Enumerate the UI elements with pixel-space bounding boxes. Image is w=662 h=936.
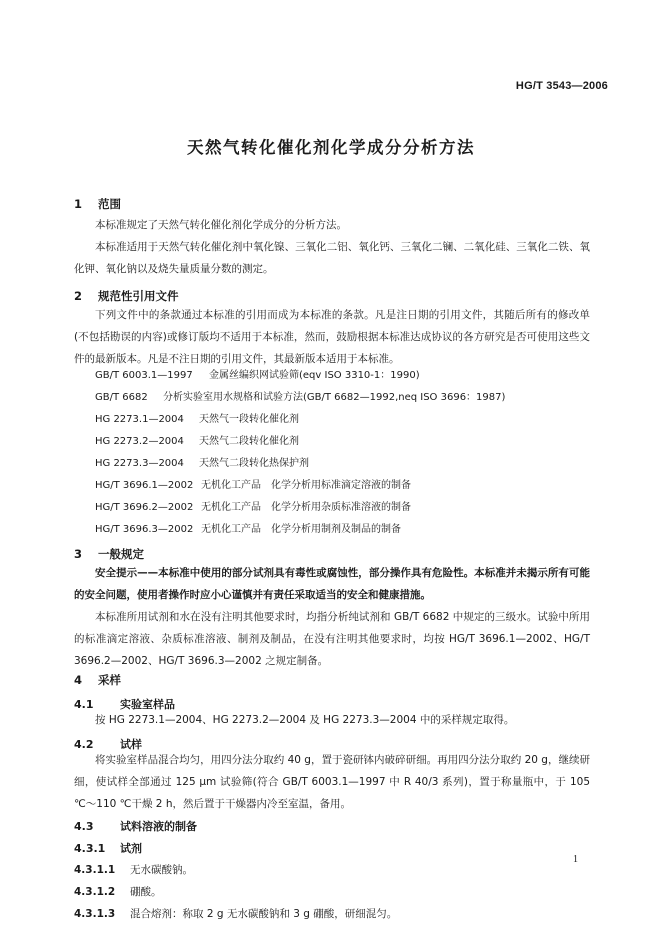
reference-item xyxy=(95,454,309,469)
clause-4-3-1-3 xyxy=(74,906,397,921)
reference-title: 无机化工产品 化学分析用标准滴定溶液的制备 xyxy=(201,480,411,491)
document-title: 天然气转化催化剂化学成分分析方法 xyxy=(187,138,475,157)
reference-code: HG 2273.1—2004 xyxy=(95,414,184,425)
section-number: 2 xyxy=(74,289,83,303)
section-1-paragraph-2: 本标准适用于天然气转化催化剂中氧化镍、三氧化二铝、氧化钙、三氧化二镧、二氧化硅、三氧化二铁、氧化钾、氧化钠以及烧失量质量分数的测定。 xyxy=(74,241,590,275)
reference-code: HG 2273.3—2004 xyxy=(95,458,184,469)
reference-item xyxy=(95,498,411,513)
section-number: 3 xyxy=(74,547,83,561)
reference-code: GB/T 6682 xyxy=(95,392,148,403)
reference-code: HG 2273.2—2004 xyxy=(95,436,184,447)
reference-item xyxy=(95,388,505,403)
section-number: 4.1 xyxy=(74,698,94,711)
section-4-3-1-heading xyxy=(74,840,142,856)
section-number: 4.3 xyxy=(74,820,94,833)
reference-item xyxy=(95,432,299,447)
reference-title: 无机化工产品 化学分析用杂质标准溶液的制备 xyxy=(201,502,411,513)
section-number: 1 xyxy=(74,197,83,211)
reference-code: HG/T 3696.3—2002 xyxy=(95,524,194,535)
section-number: 4.2 xyxy=(74,738,94,751)
clause-number: 4.3.1.2 xyxy=(74,886,116,898)
reference-item xyxy=(95,366,420,381)
section-title: 实验室样品 xyxy=(120,698,175,711)
reference-code: HG/T 3696.2—2002 xyxy=(95,502,194,513)
reference-title: 天然气二段转化热保护剂 xyxy=(199,458,309,469)
section-title: 试料溶液的制备 xyxy=(120,820,197,833)
reference-item xyxy=(95,520,401,535)
reference-title: 天然气一段转化催化剂 xyxy=(199,414,299,425)
clause-4-3-1-2 xyxy=(74,884,162,899)
section-2-heading xyxy=(74,288,179,304)
reference-code: GB/T 6003.1—1997 xyxy=(95,370,193,381)
section-title: 采样 xyxy=(98,673,121,687)
section-4-3-heading xyxy=(74,818,197,834)
clause-number: 4.3.1.1 xyxy=(74,864,116,876)
section-4-1-paragraph: 按 HG 2273.1—2004、HG 2273.2—2004 及 HG 2273.3—2004 中的采样规定取得。 xyxy=(95,714,515,726)
reference-title: 金属丝编织网试验筛(eqv ISO 3310-1：1990) xyxy=(209,370,420,381)
reference-item xyxy=(95,410,299,425)
section-4-2-paragraph: 将实验室样品混合均匀，用四分法分取约 40 g，置于瓷研钵内破碎研细。再用四分法分取约 20 g，继续研细，使试样全部通过 125 μm 试验筛(符合 GB/T 6003.1—1997 中 R 40/3 系列)，置于称量瓶中，于 105 ℃～110 ℃干燥 2 h，然后置于干燥器内冷至室温，备用。 xyxy=(74,754,590,810)
section-title: 试剂 xyxy=(120,842,142,855)
section-1-paragraph-1: 本标准规定了天然气转化催化剂化学成分的分析方法。 xyxy=(95,219,347,231)
reference-item xyxy=(95,476,411,491)
section-number: 4.3.1 xyxy=(74,842,106,855)
section-3-heading xyxy=(74,546,144,562)
clause-4-3-1-1 xyxy=(74,862,193,877)
section-title: 试样 xyxy=(120,738,142,751)
section-title: 范围 xyxy=(98,197,121,211)
section-2-paragraph-1: 下列文件中的条款通过本标准的引用而成为本标准的条款。凡是注日期的引用文件，其随后所有的修改单(不包括勘误的内容)或修订版均不适用于本标准，然而，鼓励根据本标准达成协议的各方研究是否可使用这些文件的最新版本。凡是不注日期的引用文件，其最新版本适用于本标准。 xyxy=(74,309,590,365)
section-title: 一般规定 xyxy=(98,547,144,561)
reference-title: 无机化工产品 化学分析用制剂及制品的制备 xyxy=(201,524,401,535)
reference-title: 分析实验室用水规格和试验方法(GB/T 6682—1992,neq ISO 3696：1987) xyxy=(163,392,506,403)
section-number: 4 xyxy=(74,673,83,687)
reference-title: 天然气二段转化催化剂 xyxy=(199,436,299,447)
section-4-heading xyxy=(74,672,121,688)
clause-text: 无水碳酸钠。 xyxy=(130,864,193,876)
page-number: 1 xyxy=(573,854,578,865)
section-1-heading xyxy=(74,196,121,212)
safety-warning: 安全提示——本标准中使用的部分试剂具有毒性或腐蚀性，部分操作具有危险性。本标准并未揭示所有可能的安全问题，使用者操作时应小心谨慎并有责任采取适当的安全和健康措施。 xyxy=(74,567,590,601)
section-title: 规范性引用文件 xyxy=(98,289,179,303)
reference-code: HG/T 3696.1—2002 xyxy=(95,480,194,491)
standard-code: HG/T 3543—2006 xyxy=(515,80,608,92)
clause-text: 硼酸。 xyxy=(130,886,162,898)
section-3-paragraph-1: 本标准所用试剂和水在没有注明其他要求时，均指分析纯试剂和 GB/T 6682 中规定的三级水。试验中所用的标准滴定溶液、杂质标准溶液、制剂及制品，在没有注明其他要求时，均按 HG/T 3696.1—2002、HG/T 3696.2—2002、HG/T 3696.3—2002 之规定制备。 xyxy=(74,611,590,667)
clause-text: 混合熔剂：称取 2 g 无水碳酸钠和 3 g 硼酸，研细混匀。 xyxy=(130,908,398,920)
clause-number: 4.3.1.3 xyxy=(74,908,116,920)
